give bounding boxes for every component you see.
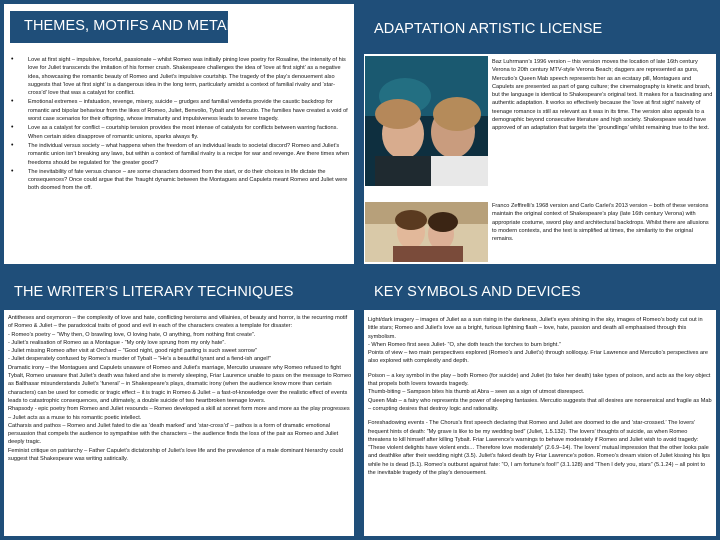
techniques-header bbox=[4, 274, 354, 310]
technique-line: Dramatic irony – the Montagues and Capulets unaware of Romeo and Juliet’s marriage, Mercutio unaware why Romeo refused to fight Tybalt, Romeo unaware that Juliet’s death was faked and she is merely sleeping, Friar Laurence unable to pass on the message to Romeo as Balthasar misunderstands Juliet’s ‘funeral’ – in Shakespeare’s plays, dramatic irony (when the audience know more than certain characters) can be used for comedic or tragic effect – it is tragic in Romeo & Juliet – a fast-of-knowledge over the realistic effect of events leads to catastrophic consequences, and ultimately, a double suicide of two heartbroken teenage lovers. bbox=[8, 364, 352, 404]
adaptation-paragraph-1 bbox=[492, 58, 713, 198]
adaptation-photo-classic bbox=[365, 202, 488, 262]
film-still-classic-image bbox=[365, 202, 488, 262]
technique-line: Rhapsody - epic poetry from Romeo and Juliet resounds – Romeo developed a skill at sonnet form more and more as the play progresses – Juliet acts as a muse to his romantic poetic intellect. bbox=[8, 406, 350, 421]
technique-line: Catharsis and pathos – Romeo and Juliet fated to die as ‘death marked’ and ‘star-cross’d’ – pathos is a form of dramatic emotional persuasion that compels the audience to sympathise with the characters – the audience finds the loss of the pair as Romeo and Juliet deeply tragic. bbox=[8, 422, 339, 446]
symbols-title: KEY SYMBOLS AND DEVICES bbox=[374, 284, 581, 300]
themes-body bbox=[8, 56, 352, 261]
adaptation-1996-text: Baz Luhrmann’s 1996 version – this version moves the location of late 16th century Verona to 20th century MTV-style Verona Beach; daggers are represented as guns, Mercutio’s Queen Mab speech represents her as an ecstasy pill, Montagues and Capulets are presented as part of gang culture; the cinematography is kinetic and brash, but the language is identical to Shakespeare’s original text. It makes for a fascinating and authentic adaptation. It works so effectively because the ‘love at first sight’ naivety of teenage romance is still as relevant as it was in its time. The version also appeals to a demographic beyond consecutive literature and high society. Shakespeare would have approved of an adaptation that targets the ‘groundlings’ whilst remaining true to the text. bbox=[492, 59, 713, 132]
techniques-body bbox=[8, 314, 352, 534]
themes-bullet-text: Emotional extremes – infatuation, revenge, misery, suicide – grudges and familial vendetta provide the caustic backdrop for romantic and bipolar behaviour from the likes of Romeo, Juliet, Benvolio, Tybalt and Mercutio. The families have created a void of worst case scenarios for their offspring, whose immaturity and impulsiveness leads to severe tragedy. bbox=[28, 99, 348, 123]
bullet-icon: • bbox=[11, 56, 14, 63]
technique-line: - Juliet desperately confused by Romeo’s murder of Tybalt – “He’s a beautiful tyrant and a fiend-ish angel!” bbox=[8, 356, 272, 363]
technique-line: - Romeo’s poetry – “Why then, O brawling love, O loving hate, O anything, from nothing first create”. bbox=[8, 331, 256, 338]
symbols-header bbox=[364, 274, 716, 310]
techniques-title: THE WRITER’S LITERARY TECHNIQUES bbox=[14, 284, 294, 300]
adaptation-paragraph-2 bbox=[492, 202, 713, 262]
film-still-1996-image bbox=[365, 56, 488, 186]
symbols-panel bbox=[364, 274, 716, 536]
adaptation-classic-text: Franco Zeffirelli’s 1968 version and Carlo Carlei’s 2013 version – both of these versions maintain the original context of Shakespeare’s play (late 16th century Verona) with appropriate costume, sword play and architectural backdrops. Whilst there are allusions to modern contexts, and the text is simplified at times, the similarity to the original remains. bbox=[492, 203, 709, 243]
themes-header bbox=[9, 10, 279, 44]
themes-bullet-item bbox=[8, 98, 352, 123]
adaptation-title: ADAPTATION ARTISTIC LICENSE bbox=[374, 21, 603, 37]
themes-bullet-item bbox=[8, 142, 352, 167]
adaptation-header bbox=[364, 4, 716, 54]
symbol-paragraph: Poison – a key symbol in the play – both Romeo (for suicide) and Juliet (to fake her death) take types of poison, and acts as the key object that propels both lovers towards tragedy. Thumb-biting – Sampson bites his thumb at Abra – seen as a sign of utmost disrespect. Queen Mab – a fairy who represents the power of sleeping fantasies. Mercutio suggests that all desires are nonsensical and fragile as Mab – corrupting desires that destroy logic and rationality. bbox=[368, 372, 712, 412]
bullet-icon: • bbox=[11, 124, 14, 132]
technique-line: - Juliet’s realisation of Romeo as a Montague - “My only love sprung from my only hate”. bbox=[8, 339, 226, 346]
themes-title: THEMES, MOTIFS AND METAPHORS bbox=[24, 18, 279, 34]
techniques-panel bbox=[4, 274, 354, 536]
themes-bullet-item bbox=[8, 124, 352, 141]
bullet-icon: • bbox=[11, 167, 14, 175]
themes-bullet-item bbox=[8, 56, 352, 97]
technique-line: Feminist critique on patriarchy – Father Capulet’s dictatorship of Juliet’s love life and the prevalence of a male dominant hierarchy could suggest that Shakespeare was writing satirically. bbox=[8, 447, 343, 463]
bullet-icon: • bbox=[11, 98, 14, 106]
themes-bullet-item bbox=[8, 168, 352, 193]
symbols-body bbox=[368, 316, 712, 534]
themes-bullet-text: Love at first sight – impulsive, forceful, passionate – whilst Romeo was initially pining love poetry for Rosaline, the intensity of his love for Juliet transcends the imitation of his former crush. Shakespeare challenges the idea of ‘love at first sight’ as a negative idea, showcasing the romantic beauty of Romeo and Juliet’s impulsive courtship. The tragedy of the play’s denouement also suggests that ‘love at first sight’ is a dangerous idea in the long term, particularly amidst a context of familial rivalry and ‘star-cross’d’ love that was a catalyst for conflict. bbox=[28, 57, 346, 97]
bullet-icon: • bbox=[11, 141, 14, 149]
technique-line: Antitheses and oxymoron – the complexity of love and hate, conflicting heroisms and villainies, of beauty and horror, is the recurring motif of Romeo & Juliet – the paradoxical traits of good and evil in each of the characters creates a template for disaster: bbox=[8, 315, 348, 330]
themes-bullet-text: The individual versus society – what happens when the freedom of an individual leads to societal discord? Romeo and Juliet’s romantic union isn’t breaking any laws, but within a context of familial rivalry is a recipe for war and revenge. Are there times when freedoms should be regulated for ‘the greater good’? bbox=[28, 142, 350, 166]
themes-bullet-list bbox=[8, 56, 352, 193]
themes-panel bbox=[4, 4, 354, 264]
themes-bullet-text: Love as a catalyst for conflict – courtship tension provides the most intense of catalysts for conflicts between warring factions. When certain sides disapprove of romantic unions, sparks always fly. bbox=[28, 125, 338, 140]
themes-bullet-text: The inevitability of fate versus chance – are some characters doomed from the start, or do their choices in life dictate the consequences? Once could argue that the ‘fraught dynamic between the Montagues and Capulets meant Romeo and Juliet were both doomed from the off. bbox=[28, 168, 348, 192]
technique-line: - Juliet missing Romeo after visit at Orchard – “Good night, good night! parting is such sweet sorrow” bbox=[8, 348, 257, 355]
symbol-paragraph: Light/dark imagery – images of Juliet as a sun rising in the darkness, Juliet’s eyes shining in the sky, images of Romeo’s body cut out in little stars; Romeo and Juliet’s love as a bright, furious lightning flash – love, hate, passion and death all emphasised through this symbolism. - When Romeo first sees Juliet- “O, she doth teach the torches to burn bright.” Points of view – two main perspectives explored (Romeo’s and Juliet’s) through soliloquy. Friar Lawrence and Mercutio’s perspectives are also explored with complexity and depth. bbox=[368, 317, 709, 365]
symbol-paragraph: Foreshadowing events - The Chorus’s first speech declaring that Romeo and Juliet are doomed to die and ‘star-crossed.’ The lovers’ frequent hints of death: “My grave is like to be my wedding bed” (Juliet, 1.5.132). The lovers’ thoughts of suicide, as when Romeo threatens to kill himself after killing Tybalt. Friar Lawrence’s warnings to behave moderately if Romeo and Juliet wish to avoid tragedy: “These violent delights have violent ends… Therefore love moderately” (2.6.9–14). The lovers’ mutual impression that the other looks pale and deathlike after their wedding night (3.5). Juliet’s faked death by Friar Lawrence’s potion. Romeo’s dream vision of Juliet kissing his lips while he is dead (5.1). Romeo’s outburst against fate: “O, I am fortune’s fool!” (3.1.128) and “Then I defy you, stars” (5.1.24) – all point to the inevitable tragedy of the play’s denouement. bbox=[368, 420, 711, 477]
adaptation-photo-1996 bbox=[365, 56, 488, 186]
adaptation-panel bbox=[364, 4, 716, 264]
